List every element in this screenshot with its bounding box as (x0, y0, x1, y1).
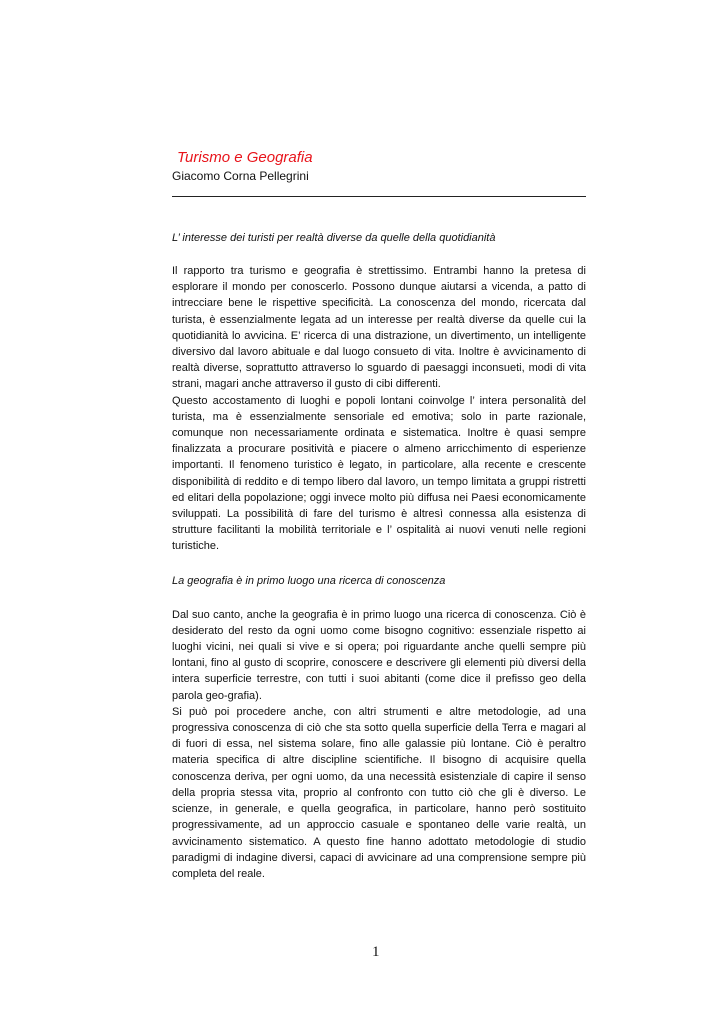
paragraph-2: Questo accostamento di luoghi e popoli lontani coinvolge l’ intera personalità del turista, ma è essenzialmente sensoriale ed emotiva; solo in parte razionale, comunque non necessariamente ordinata e sistematica. Inoltre è quasi sempre finalizzata a procurare positività e piacere o almeno arricchimento di esperienze importanti. Il fenomeno turistico è legato, in particolare, alla recente e crescente disponibilità di reddito e di tempo libero dal lavoro, un tempo limitata a gruppi ristretti ed elitari della popolazione; oggi invece molto più diffusa nei Paesi economicamente sviluppati. La possibilità di fare del turismo è altresì connessa alla esistenza di strutture facilitanti la mobilità territoriale e l’ ospitalità ai nuovi venuti nelle regioni turistiche. (172, 394, 586, 553)
section-heading-2: La geografia è in primo luogo una ricerca di conoscenza (172, 574, 446, 587)
paragraph-1: Il rapporto tra turismo e geografia è strettissimo. Entrambi hanno la pretesa di esplorare il mondo per conoscerlo. Possono dunque aiutarsi a vicenda, a patto di intrecciare bene le rispettive specificità. La conoscenza del mondo, ricercata dal turista, è essenzialmente legata ad un interesse per realtà diverse da quelle cui la quotidianità lo avvicina. E’ ricerca di una distrazione, un divertimento, un intelligente diversivo dal lavoro abituale e dal luogo consueto di vita. Inoltre è avvicinamento di realtà diverse, soprattutto attraverso lo sguardo di paesaggi inconsueti, modi di vita strani, magari anche attraverso il gusto di cibi differenti. (172, 265, 586, 391)
document-author: Giacomo Corna Pellegrini (172, 169, 309, 183)
paragraph-4: Si può poi procedere anche, con altri strumenti e altre metodologie, ad una progressiva conoscenza di ciò che sta sotto quella superficie della Terra e magari al di fuori di essa, nel sistema solare, fino alle galassie più lontane. Ciò è peraltro materia specifica di altre discipline scientifiche. Il bisogno di acquisire quella conoscenza deriva, per ogni uomo, da una necessità esistenziale di capire il senso della propria stessa vita, proprio al confronto con tutto ciò che gli è diverso. Le scienze, in generale, e quella geografica, in particolare, hanno però sostituito progressivamente, ad un approccio casuale e spontaneo delle varie realtà, un avvicinamento sistematico. A questo fine hanno adottato metodologie di studio paradigmi di indagine diversi, capaci di avvicinare ad una comprensione sempre più completa del reale. (172, 705, 586, 880)
title-divider (172, 196, 586, 197)
document-page (172, 148, 586, 882)
section-heading-1: L’ interesse dei turisti per realtà diverse da quelle della quotidianità (172, 232, 496, 244)
page-number: 1 (372, 944, 380, 960)
document-title: Turismo e Geografia (177, 149, 313, 166)
paragraph-3: Dal suo canto, anche la geografia è in primo luogo una ricerca di conoscenza. Ciò è desiderato del resto da ogni uomo come bisogno cognitivo: essenziale rispetto ai luoghi vicini, nei quali si vive e si opera; poi riguardante anche quelli sempre più lontani, fino al gusto di scoprire, conoscere e descrivere gli elementi più diversi della intera superficie terrestre, con tutti i suoi abitanti (come dice il prefisso geo della parola geo-grafia). (172, 608, 586, 702)
